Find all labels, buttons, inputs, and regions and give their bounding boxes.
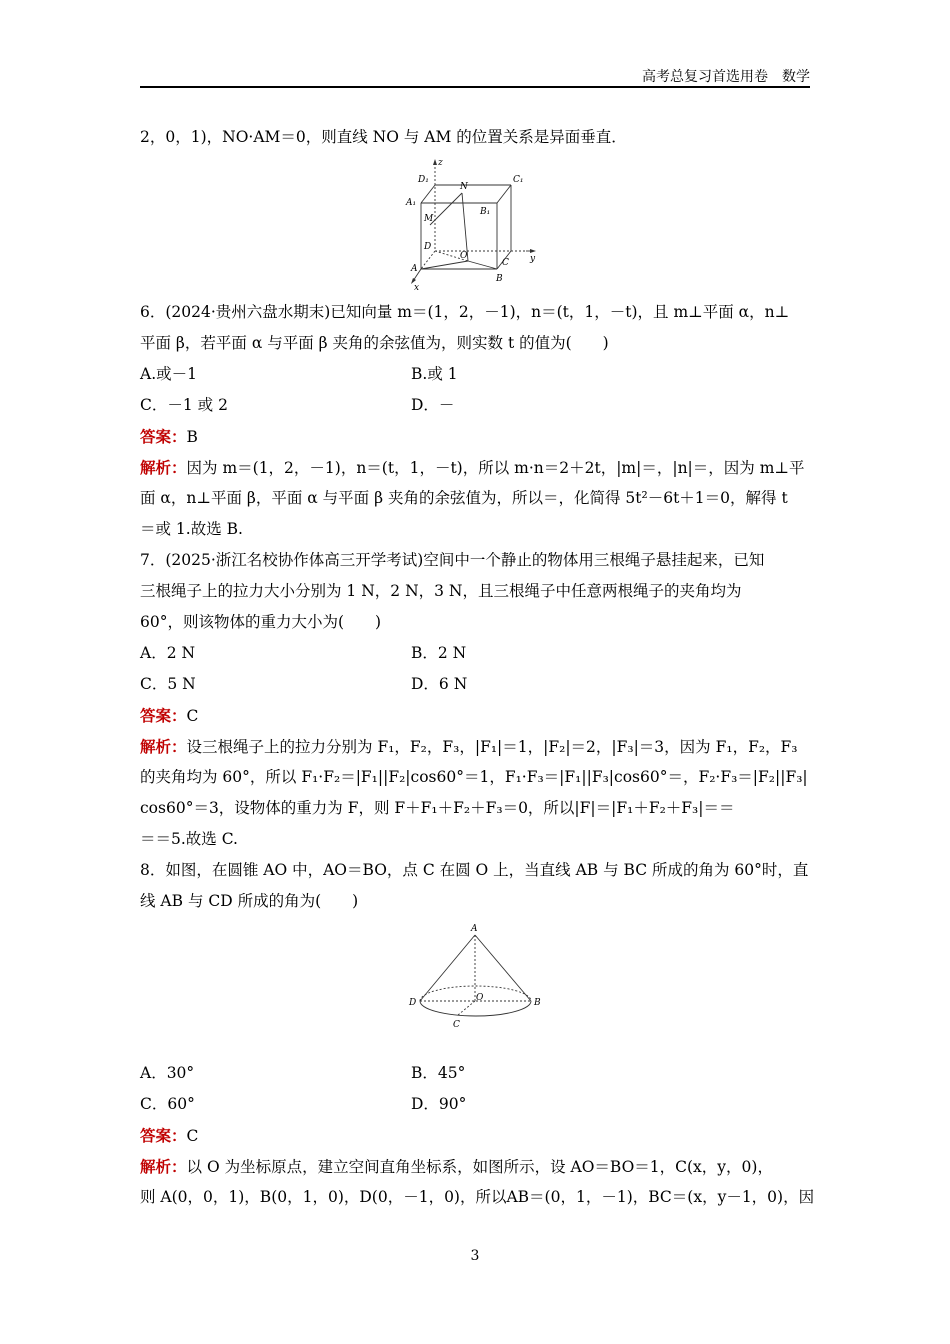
solution-label: 解析： [140,1157,187,1176]
q8-options-row-1 [140,1058,810,1089]
q7-solution-3: cos60°＝3，设物体的重力为 F，则 F＋F₁＋F₂＋F₃＝0，所以|F|＝|F₁＋F₂＋F₃|＝＝ [140,799,735,817]
label-O: O [476,993,484,1003]
q7-line-2: 三根绳子上的拉力大小分别为 1 N，2 N，3 N，且三根绳子中任意两根绳子的夹角均为 [140,582,742,600]
label-B: B [534,998,541,1008]
label-C: C [453,1020,460,1030]
q8-answer [140,1120,810,1151]
solution-label: 解析： [140,737,187,756]
label-D: D [409,998,417,1008]
answer-label: 答案： [140,427,187,446]
answer-value: C [186,1127,199,1145]
q7-solution-2: 的夹角均为 60°，所以 F₁·F₂＝|F₁||F₂|cos60°＝1，F₁·F₃＝|F₁||F₃|cos60°＝，F₂·F₃＝|F₂||F₃| [140,768,808,786]
q6-options-row-1 [140,359,810,390]
answer-value: B [186,428,198,446]
q8-option-b: B．45° [411,1064,466,1082]
page-number: 3 [470,1248,480,1264]
q6-option-d: D．－ [411,396,455,414]
answer-label: 答案： [140,1126,187,1145]
label-z: z [438,158,443,168]
cone-diagram [400,921,550,1049]
label-O: O [460,251,468,261]
label-C1: C₁ [513,175,524,185]
q7-option-b: B．2 N [411,644,467,662]
q8-option-c: C．60° [140,1095,195,1113]
q6-option-b: B.或 1 [411,365,458,383]
q8-line-1: 8．如图，在圆锥 AO 中，AO＝BO，点 C 在圆 O 上，当直线 AB 与 BC 所成的角为 60°时，直 [140,861,809,879]
q7-option-c: C．5 N [140,675,196,693]
q6-solution-2: 面 α，n⊥平面 β，平面 α 与平面 β 夹角的余弦值为，所以＝，化简得 5t²－6t＋1＝0，解得 t [140,489,788,507]
cone-figure [140,921,810,1058]
cube-figure [140,157,810,297]
label-B1: B₁ [480,207,491,217]
q6-answer [140,421,810,452]
answer-value: C [186,707,199,725]
q7-solution-1 [140,731,810,762]
label-A1: A₁ [406,198,417,208]
page-content [140,122,815,1213]
solution-label: 解析： [140,458,187,477]
q8-option-d: D．90° [411,1095,467,1113]
q8-solution-1 [140,1151,810,1182]
q8-options-row-2 [140,1089,810,1120]
header-title: 高考总复习首选用卷 数学 [642,69,810,85]
q7-answer [140,700,810,731]
label-D: D [424,242,432,252]
q8-line-2: 线 AB 与 CD 所成的角为( ) [140,892,359,910]
q6-option-c: C．－1 或 2 [140,396,228,414]
label-N: N [460,182,468,192]
q7-option-a: A．2 N [140,644,196,662]
label-A: A [471,924,478,934]
q6-solution-3: ＝或 1.故选 B. [140,520,243,538]
solution-text: 设三根绳子上的拉力分别为 F₁，F₂，F₃，|F₁|＝1，|F₂|＝2，|F₃|＝3，因为 F₁，F₂，F₃ [186,738,798,756]
q6-options-row-2 [140,390,810,421]
cube-diagram [402,157,542,291]
label-D1: D₁ [418,175,429,185]
solution-text: 以 O 为坐标原点，建立空间直角坐标系，如图所示，设 AO＝BO＝1，C(x，y，0)， [186,1158,773,1176]
q8-option-a: A．30° [140,1064,195,1082]
q7-options-row-1 [140,638,810,669]
page-header [140,64,810,88]
q7-solution-4: ＝＝5.故选 C. [140,830,238,848]
q6-option-a: A.或－1 [140,365,197,383]
q7-line-1: 7．(2025·浙江名校协作体高三开学考试)空间中一个静止的物体用三根绳子悬挂起来，已知 [140,551,765,569]
solution-text: 因为 m＝(1，2，－1)，n＝(t，1，－t)，所以 m·n＝2＋2t，|m|＝，|n|＝，因为 m⊥平 [186,459,805,477]
q6-line-1: 6．(2024·贵州六盘水期末)已知向量 m＝(1，2，－1)，n＝(t，1，－t)，且 m⊥平面 α，n⊥ [140,303,790,321]
answer-label: 答案： [140,706,187,725]
label-A: A [411,264,418,274]
label-x: x [414,283,420,291]
label-C: C [502,258,509,268]
q6-line-2: 平面 β，若平面 α 与平面 β 夹角的余弦值为，则实数 t 的值为( ) [140,334,609,352]
label-y: y [530,254,536,264]
label-M: M [424,214,434,224]
q7-option-d: D．6 N [411,675,468,693]
q6-solution-1 [140,452,810,483]
q7-line-3: 60°，则该物体的重力大小为( ) [140,613,382,631]
label-B: B [496,274,503,284]
q8-solution-2: 则 A(0，0，1)，B(0，1，0)，D(0，－1，0)，所以AB＝(0，1，－1)，BC＝(x，y－1，0)，因 [140,1188,815,1206]
text-line: 2，0，1)，NO·AM＝0，则直线 NO 与 AM 的位置关系是异面垂直． [140,128,627,146]
q7-options-row-2 [140,669,810,700]
